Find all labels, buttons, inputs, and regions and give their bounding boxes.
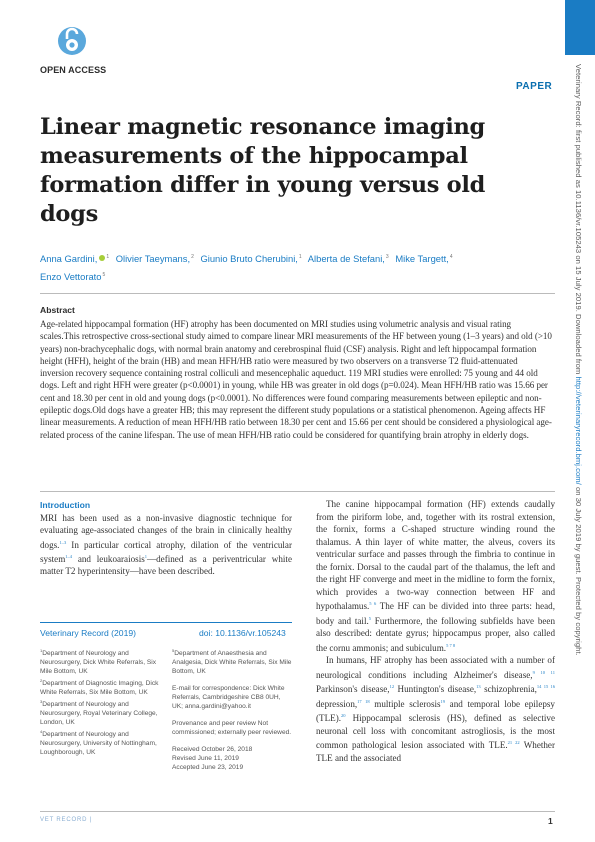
author[interactable]: Mike Targett,$^4$ bbox=[395, 253, 453, 264]
author[interactable]: Olivier Taeymans,$^2$ bbox=[115, 253, 194, 264]
affiliation: $^3$Department of Neurology and Neurosurgery, Royal Veterinary College, London, UK bbox=[40, 699, 158, 726]
footer-divider bbox=[40, 811, 555, 812]
author[interactable]: Giunio Bruto Cherubini,$^1$ bbox=[200, 253, 302, 264]
accepted-date: Accepted June 23, 2019 bbox=[172, 764, 244, 771]
citation-link[interactable]: 20 bbox=[341, 713, 346, 718]
divider bbox=[40, 293, 555, 294]
received-date: Received October 26, 2018 bbox=[172, 746, 253, 753]
citation-link[interactable]: 19 bbox=[440, 698, 446, 704]
copyright-note: Veterinary Record: first published as 10.1136/vr.105243 on 15 July 2019. Downloaded from http://veterinaryrecord.bmj.com/ on 30 July 2019 by guest. Protected by copyright. bbox=[574, 64, 583, 656]
body-column-right bbox=[316, 498, 555, 764]
affiliation: $^1$Department of Neurology and Neurosurgery, Dick White Referrals, Six Mile Bottom, UK bbox=[40, 648, 157, 675]
abstract-text: Age-related hippocampal formation (HF) atrophy has been documented on MRI studies using volumetric analysis and visual rating scales.This retrospective cross-sectional study aimed to compare linear MRI measurements of the HF between young (1–3 years) and old (>10 years) non-brachycephalic dogs, with normal brain anatomy and cerebrospinal fluid (CSF) analysis. Right and left hippocampal formation height (HFH), height of the brain (HB) and mean HFH/HB ratio were measured by two observers on a transverse T2 fluid-attenuated inversion recovery sequence containing rostral colliculi and mesencephalic aqueduct. 119 MRI studies were enrolled: 75 young and 44 old dogs. Left and right HFH were greater (p<0.0001) in young, while HB was greater in old dogs (p=0.024). Mean HFH/HB ratio was 15.66 per cent and 18.30 per cent in old and young dogs (p<0.0001). No differences were found comparing measurements between epileptic and non-epileptic dogs.Old dogs have a greater HB; this may represent the different study populations or a statistical phenomenon. Ageing affects HF linear measurements. A reduction of mean HFH/HB ratio between 18.30 per cent and 15.66 per cent should be considered a physiological age-related process of the canine lifespan. The use of mean HFH/HB ratio could be considered for quantifying brain atrophy in elderly dogs. bbox=[40, 319, 552, 440]
side-blue-tab bbox=[565, 0, 595, 55]
open-access-icon bbox=[57, 26, 87, 60]
body-paragraph: In humans, HF atrophy has been associated with a number of neurological conditions including Alzheimer's disease,$^{9 10 11}$ Parkinson's disease,$^{12}$ Huntington's disease,$^{13}$ schizophrenia,$^{14 15 16}$ depression,$^{17 18}$ multiple sclerosis$^{19}$ and temporal lobe epilepsy (TLE).$^{20}$ Hippocampal sclerosis (HS), defined as selective neuronal cell loss with concomitant astrogliosis, is the most common pathological lesion associated with TLE.$^{21 22}$ Whether TLE and the associated bbox=[316, 655, 556, 763]
citation-link[interactable]: 14 15 16 bbox=[536, 684, 556, 689]
divider bbox=[40, 491, 555, 492]
affiliations-right bbox=[172, 646, 292, 772]
introduction-paragraph: MRI has been used as a non-invasive diagnostic technique for evaluating age-associated changes of the brain in clinically healthy dogs.$^{1-3}$ In particular cortical atrophy, dilation of the ventricular system$^{1-4}$ and leukoaraiosis$^1$—defined as a periventricular white matter T2 hyperintensity—have been described. bbox=[40, 513, 292, 577]
citation-link[interactable]: 21 22 bbox=[507, 740, 520, 745]
open-access-logo bbox=[40, 26, 107, 75]
open-access-label: OPEN ACCESS bbox=[40, 65, 107, 75]
abstract-heading: Abstract bbox=[40, 305, 75, 315]
footer-journal: VET RECORD | bbox=[40, 817, 93, 823]
citation-link[interactable]: 9 10 11 bbox=[532, 669, 555, 675]
body-paragraph: The canine hippocampal formation (HF) extends caudally from the piriform lobe, and, together with its rostral extension, the fornix, forms a C-shaped structure winding round the thalamus. A thin layer of white matter, the alveus, covers its ventricular surface and passes through the fimbria to continue in the fornix. Dorsal to the caudal part of the thalamus, the left and the right HF converge and meet in the midline to form the fornix, which provides a two-way connection between HF and hypothalamus.$^{5 6}$ The HF can be divided into three parts: head, body and tail.$^5$ Furthermore, the following subfields have been also described: dentate gyrus; hippocampus proper, also called the cornu ammonis; and subiculum.$^{5 7 8}$ bbox=[316, 499, 555, 653]
page-number: 1 bbox=[548, 816, 553, 826]
citation-link[interactable]: 12 bbox=[389, 684, 395, 689]
affiliation: $^4$Department of Neurology and Neurosurgery, University of Nottingham, Loughborough, UK bbox=[40, 729, 157, 756]
correspondence-email[interactable]: E-mail for correspondence: Dick White Referrals, Cambridgeshire CB8 0UH, UK; anna.gardini@yahoo.it bbox=[172, 685, 285, 710]
meta-divider bbox=[40, 622, 292, 623]
affiliation: $^2$Department of Diagnostic Imaging, Dick White Referrals, Six Mile Bottom, UK bbox=[40, 678, 159, 696]
doi-link[interactable]: doi: 10.1136/vr.105243 bbox=[199, 628, 286, 638]
citation-link[interactable]: 1–4 bbox=[65, 553, 73, 559]
revised-date: Revised June 11, 2019 bbox=[172, 755, 239, 762]
author[interactable]: Alberta de Stefani,$^3$ bbox=[307, 253, 389, 264]
citation-link[interactable]: 17 18 bbox=[357, 698, 370, 704]
affiliation: $^5$Department of Anaesthesia and Analgesia, Dick White Referrals, Six Mile Bottom, UK bbox=[172, 648, 292, 675]
citation-link[interactable]: 1 bbox=[144, 553, 148, 559]
author-list bbox=[40, 249, 500, 285]
orcid-icon[interactable] bbox=[99, 255, 105, 261]
citation-link[interactable]: 5 6 bbox=[369, 601, 377, 606]
provenance-note: Provenance and peer review Not commissioned; externally peer reviewed. bbox=[172, 720, 292, 736]
affiliations-left bbox=[40, 646, 160, 757]
citation-link[interactable]: 1–3 bbox=[59, 539, 67, 545]
journal-url-link[interactable]: http://veterinaryrecord.bmj.com/ bbox=[574, 376, 583, 485]
citation-link[interactable]: 5 7 8 bbox=[446, 642, 456, 648]
citation-link[interactable]: 5 bbox=[368, 615, 371, 621]
journal-citation: Veterinary Record (2019) bbox=[40, 628, 137, 638]
author[interactable]: Enzo Vettorato$^5$ bbox=[40, 271, 106, 282]
introduction-heading: Introduction bbox=[40, 500, 91, 510]
section-label: PAPER bbox=[516, 81, 553, 92]
citation-link[interactable]: 13 bbox=[476, 684, 481, 689]
author[interactable]: Anna Gardini, $^1$ bbox=[40, 253, 110, 264]
article-title: Linear magnetic resonance imaging measurements of the hippocampal formation differ in young versus old dogs bbox=[40, 114, 486, 227]
